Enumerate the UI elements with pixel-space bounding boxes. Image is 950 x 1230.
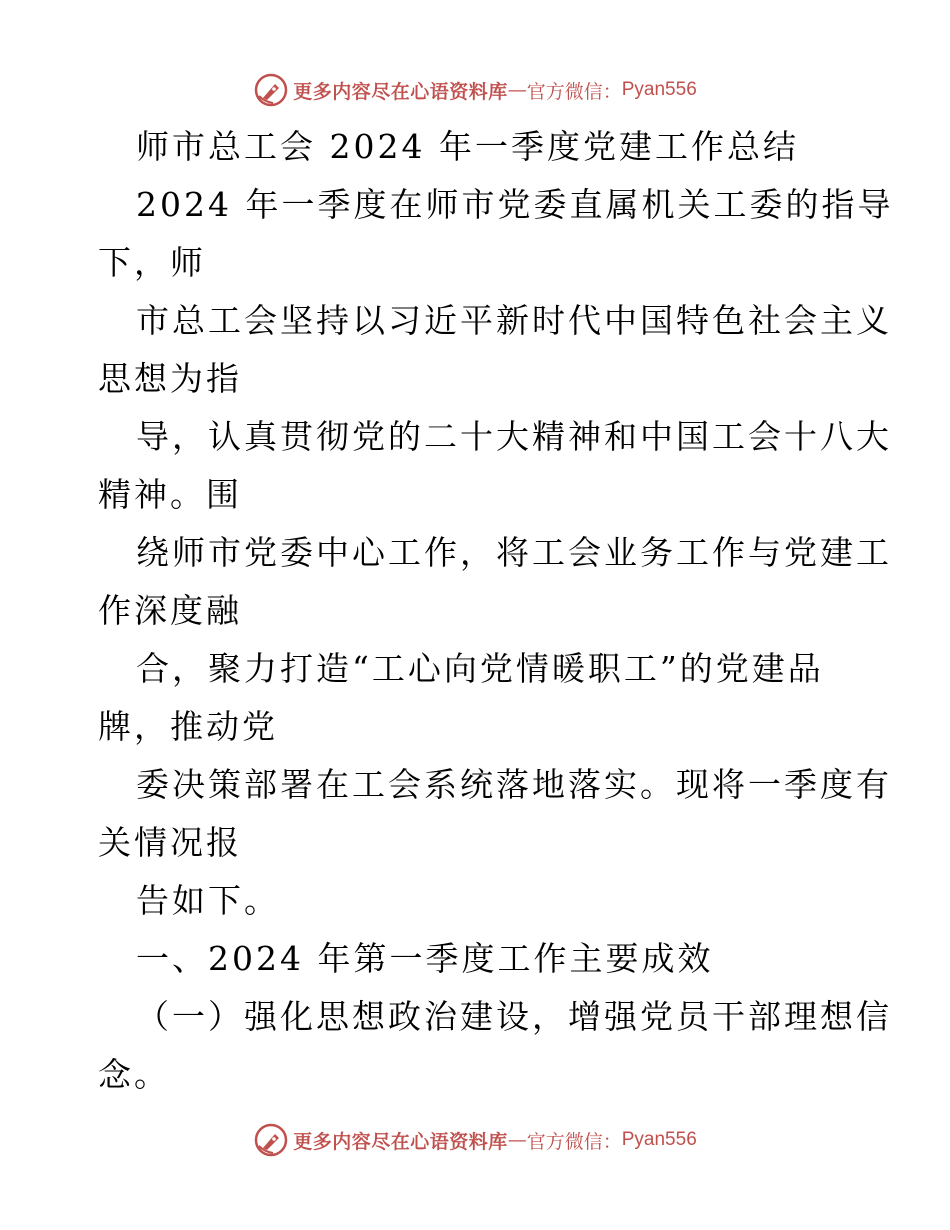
document-body [98,118,894,1104]
watermark-wechat-id: Pyan556 [621,79,697,100]
watermark-wechat-label: 官方微信： [526,80,622,103]
document-line: 下，师 [98,243,206,282]
document-line: 牌，推动党 [98,707,278,746]
watermark-dash: — [507,1129,527,1151]
document-line: （一）强化思想政治建设，增强党员干部理想信 [136,997,892,1036]
document-line: 绕师市党委中心工作，将工会业务工作与党建工 [136,533,892,572]
document-line: 师市总工会 2024 年一季度党建工作总结 [136,127,799,166]
watermark-dash: — [507,79,527,101]
watermark-main-text: 更多内容尽在心语资料库 [293,80,508,103]
watermark-banner-top [0,70,950,110]
document-line: 2024 年一季度在师市党委直属机关工委的指导 [136,185,894,224]
watermark-main-text: 更多内容尽在心语资料库 [293,1130,508,1153]
document-line: 委决策部署在工会系统落地落实。现将一季度有 [136,765,892,804]
pen-nib-logo-icon [253,72,289,108]
watermark-wechat-id: Pyan556 [621,1129,697,1150]
watermark-wechat-label: 官方微信： [526,1130,622,1153]
document-line: 思想为指 [98,359,242,398]
document-line: 作深度融 [98,591,242,630]
document-line: 关情况报 [98,823,242,862]
document-line: 市总工会坚持以习近平新时代中国特色社会主义 [136,301,892,340]
watermark-banner-bottom [0,1120,950,1160]
document-line: 合，聚力打造“工心向党情暖职工”的党建品 [136,649,824,688]
document-line: 导，认真贯彻党的二十大精神和中国工会十八大 [136,417,892,456]
pen-nib-logo-icon [253,1122,289,1158]
document-line: 念。 [98,1055,170,1094]
document-line: 告如下。 [136,881,280,920]
document-line: 精神。围 [98,475,242,514]
document-line: 一、2024 年第一季度工作主要成效 [136,939,714,978]
